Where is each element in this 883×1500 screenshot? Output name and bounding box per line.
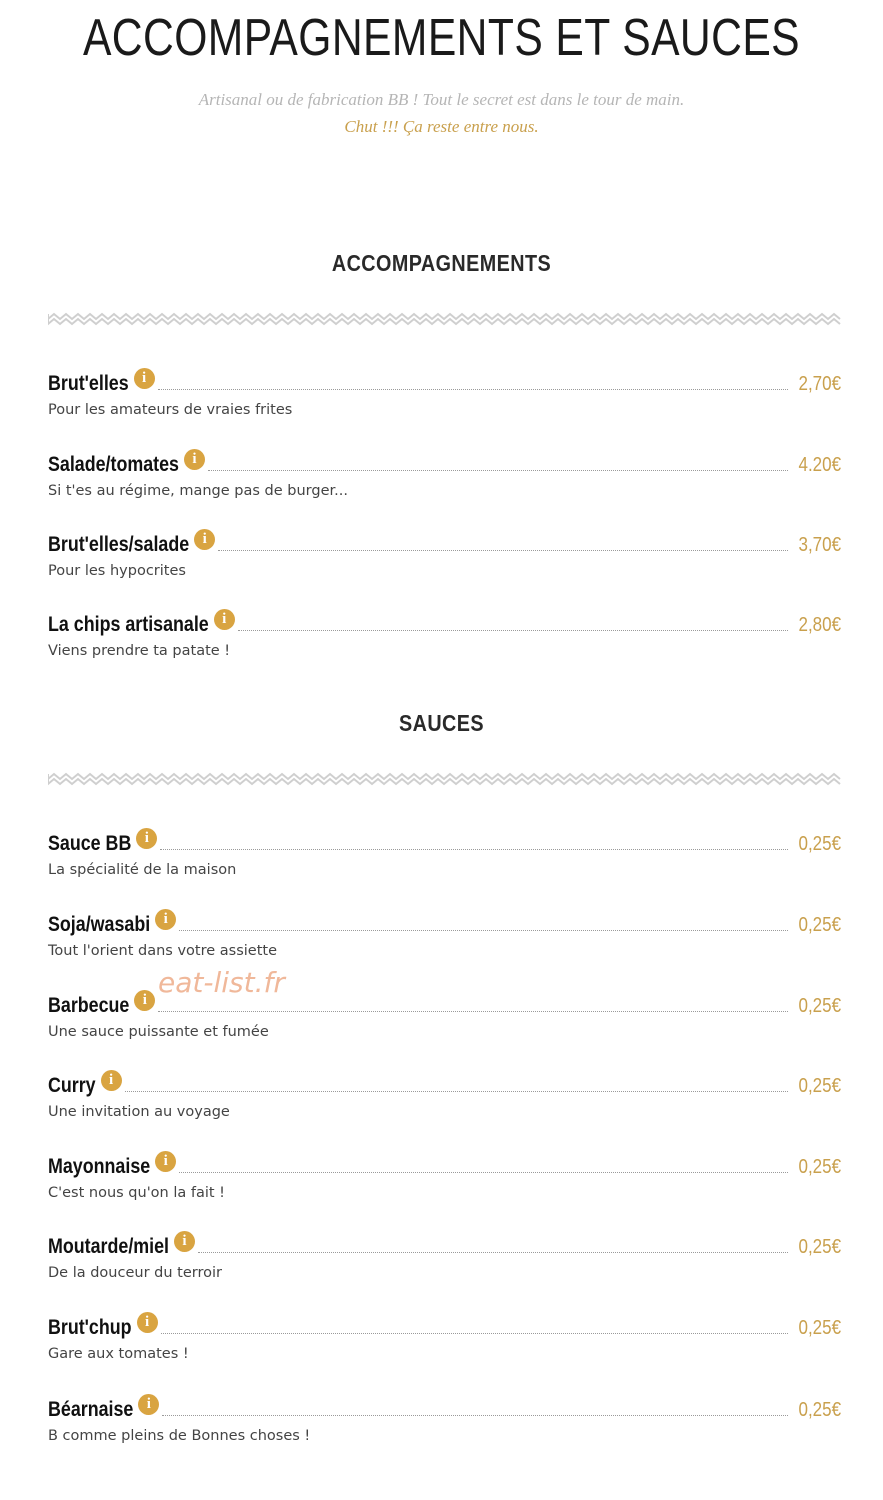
page-subtitle: Artisanal ou de fabrication BB ! Tout le secret est dans le tour de main. (198, 90, 685, 109)
item-name: Curry (48, 1074, 96, 1097)
dotted-leader (208, 469, 788, 471)
item-description: Pour les amateurs de vraies frites (48, 402, 293, 418)
item-price: 2,70€ (798, 373, 841, 395)
dotted-leader (198, 1251, 788, 1253)
section-heading-sauces: SAUCES (398, 710, 485, 736)
info-icon[interactable]: i (134, 368, 155, 389)
item-description: Tout l'orient dans votre assiette (48, 943, 278, 959)
dotted-leader (125, 1090, 788, 1092)
item-price: 0,25€ (798, 1236, 841, 1258)
item-description: Une invitation au voyage (48, 1104, 230, 1120)
dotted-leader (158, 1010, 788, 1012)
menu-item (48, 1229, 841, 1289)
item-name: Soja/wasabi (48, 913, 151, 936)
item-description: Viens prendre ta patate ! (48, 643, 231, 659)
item-description: De la douceur du terroir (48, 1265, 222, 1281)
info-icon[interactable]: i (134, 990, 155, 1011)
item-price: 4.20€ (798, 454, 841, 476)
item-price: 0,25€ (798, 995, 841, 1017)
item-price: 0,25€ (798, 1075, 841, 1097)
dotted-leader (218, 549, 788, 551)
item-description: Pour les hypocrites (48, 563, 186, 579)
menu-item (48, 1392, 841, 1452)
info-icon[interactable]: i (138, 1394, 159, 1415)
menu-item (48, 1310, 841, 1370)
info-icon[interactable]: i (155, 1151, 176, 1172)
menu-item (48, 607, 841, 667)
dotted-leader (162, 1414, 788, 1416)
page-subtitle-accent: Chut !!! Ça reste entre nous. (344, 117, 539, 136)
item-price: 0,25€ (798, 1399, 841, 1421)
item-name: Barbecue (48, 994, 130, 1017)
dotted-leader (158, 388, 788, 390)
item-description: La spécialité de la maison (48, 862, 237, 878)
item-price: 0,25€ (798, 914, 841, 936)
info-icon[interactable]: i (184, 449, 205, 470)
item-price: 2,80€ (798, 614, 841, 636)
item-description: B comme pleins de Bonnes choses ! (48, 1428, 311, 1444)
item-name: Mayonnaise (48, 1155, 151, 1178)
dotted-leader (238, 629, 788, 631)
info-icon[interactable]: i (136, 828, 157, 849)
item-name: La chips artisanale (48, 613, 209, 636)
watermark: eat-list.fr (158, 966, 285, 999)
item-name: Sauce BB (48, 832, 132, 855)
menu-item (48, 527, 841, 587)
item-name: Moutarde/miel (48, 1235, 170, 1258)
item-price: 0,25€ (798, 1156, 841, 1178)
item-name: Brut'chup (48, 1316, 132, 1339)
zigzag-divider (48, 312, 841, 326)
page-title: ACCOMPAGNEMENTS ET SAUCES (82, 9, 801, 67)
dotted-leader (160, 848, 788, 850)
zigzag-divider (48, 772, 841, 786)
info-icon[interactable]: i (214, 609, 235, 630)
info-icon[interactable]: i (155, 909, 176, 930)
dotted-leader (161, 1332, 788, 1334)
item-name: Brut'elles (48, 372, 129, 395)
info-icon[interactable]: i (137, 1312, 158, 1333)
item-name: Salade/tomates (48, 453, 179, 476)
menu-item (48, 366, 841, 426)
menu-item (48, 907, 841, 967)
item-price: 0,25€ (798, 1317, 841, 1339)
info-icon[interactable]: i (194, 529, 215, 550)
dotted-leader (179, 929, 788, 931)
item-description: Gare aux tomates ! (48, 1346, 189, 1362)
menu-item (48, 826, 841, 886)
section-heading-accompagnements: ACCOMPAGNEMENTS (331, 250, 552, 276)
item-price: 3,70€ (798, 534, 841, 556)
item-description: C'est nous qu'on la fait ! (48, 1185, 225, 1201)
menu-item (48, 1068, 841, 1128)
menu-item (48, 447, 841, 507)
item-name: Béarnaise (48, 1398, 134, 1421)
dotted-leader (179, 1171, 788, 1173)
item-description: Une sauce puissante et fumée (48, 1024, 269, 1040)
item-price: 0,25€ (798, 833, 841, 855)
info-icon[interactable]: i (101, 1070, 122, 1091)
menu-item (48, 1149, 841, 1209)
item-description: Si t'es au régime, mange pas de burger... (48, 483, 348, 499)
info-icon[interactable]: i (174, 1231, 195, 1252)
item-name: Brut'elles/salade (48, 533, 190, 556)
